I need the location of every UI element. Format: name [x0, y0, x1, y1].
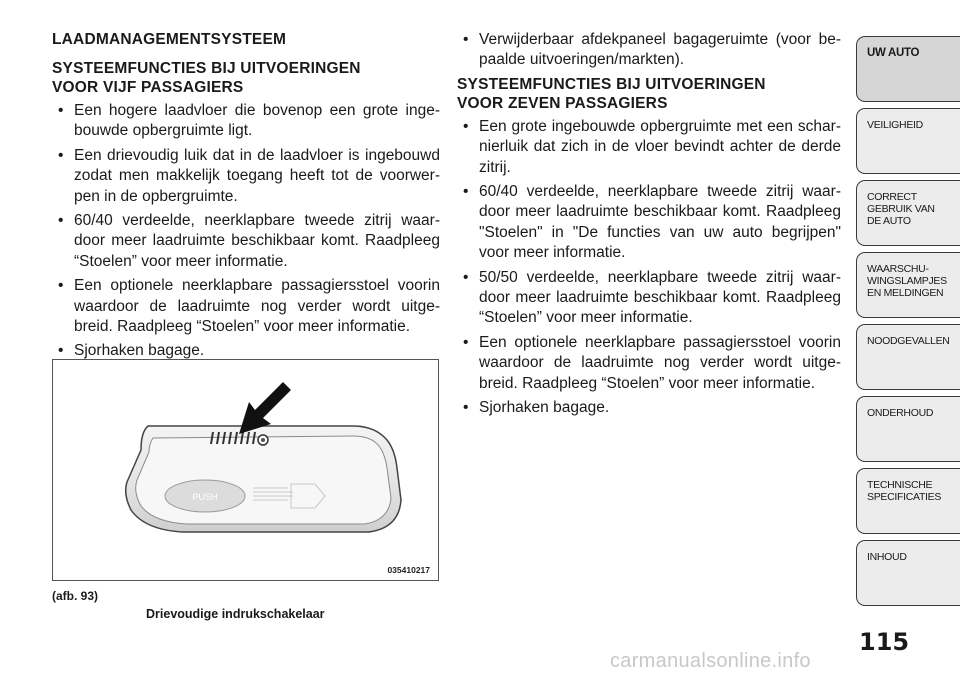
five-seat-feature-list [52, 101, 440, 362]
left-column [52, 30, 440, 366]
section-heading: LAADMANAGEMENTSYSTEEM [52, 31, 287, 48]
switch-illustration [52, 359, 439, 581]
list-item: • Sjorhaken bagage. [457, 398, 841, 418]
list-item: • Sjorhaken bagage. [52, 341, 440, 361]
list-item: • Een grote ingebouwde opbergruimte met een schar- nierluik dat zich in de vloer bevindt achter de derde zitrij. [457, 117, 841, 178]
tab-label: INHOUD [867, 551, 907, 563]
figure-code: 035410217 [387, 565, 430, 575]
switch-face [136, 436, 391, 524]
tab-correct-gebruik[interactable] [856, 180, 960, 246]
list-item: • Een optionele neerklapbare passagiersstoel voorin waardoor de laadruimte nog verder wordt uitge- breid. Raadpleeg “Stoelen” voor meer informatie. [457, 333, 841, 394]
push-label: PUSH [192, 492, 218, 502]
tab-veiligheid[interactable] [856, 108, 960, 174]
list-item: • 50/50 verdeelde, neerklapbare tweede zitrij waar- door meer laadruimte beschikbaar komt. Raadpleeg “Stoelen” voor meer informatie. [457, 268, 841, 329]
tab-label: UW AUTO [867, 47, 920, 59]
watermark: carmanualsonline.info [610, 650, 811, 672]
tab-label: TECHNISCHE SPECIFICATIES [867, 479, 942, 503]
figure-caption: Drievoudige indrukschakelaar [146, 607, 325, 621]
tab-technische-specificaties[interactable] [856, 468, 960, 534]
figure-reference: (afb. 93) [52, 589, 99, 603]
list-item: • Een drievoudig luik dat in de laadvloer is ingebouwd zodat men makkelijk toegang heeft tot de voorwer- pen in de opbergruimte. [52, 146, 440, 207]
list-item: • Verwijderbaar afdekpaneel bagageruimte (voor be- paalde uitvoeringen/markten). [457, 30, 841, 71]
right-column [457, 30, 841, 423]
tab-label: WAARSCHU- WINGSLAMPJES EN MELDINGEN [867, 263, 947, 299]
tab-label: NOODGEVALLEN [867, 335, 950, 347]
five-seat-heading-line2: VOOR VIJF PASSAGIERS [52, 79, 244, 96]
tab-waarschuwingslampjes[interactable] [856, 252, 960, 318]
list-item: • Een hogere laadvloer die bovenop een grote inge- bouwde opbergruimte ligt. [52, 101, 440, 142]
tab-noodgevallen[interactable] [856, 324, 960, 390]
tab-inhoud[interactable] [856, 540, 960, 606]
tab-uw-auto[interactable] [856, 36, 960, 102]
chapter-tabs [856, 0, 960, 678]
cover-panel-list [457, 30, 841, 71]
five-seat-heading [52, 59, 440, 97]
tab-label: CORRECT GEBRUIK VAN DE AUTO [867, 191, 935, 227]
seven-seat-heading [457, 75, 841, 113]
seven-seat-feature-list [457, 117, 841, 419]
tab-label: ONDERHOUD [867, 407, 934, 419]
page-number: 115 [859, 628, 910, 656]
list-item: • 60/40 verdeelde, neerklapbare tweede zitrij waar- door meer laadruimte beschikbaar komt. Raadpleeg "Stoelen" in "De functies van uw auto begrijpen" voor meer informatie. [457, 182, 841, 264]
list-item: • 60/40 verdeelde, neerklapbare tweede zitrij waar- door meer laadruimte beschikbaar komt. Raadpleeg “Stoelen” voor meer informatie. [52, 211, 440, 272]
tab-onderhoud[interactable] [856, 396, 960, 462]
list-item: • Een optionele neerklapbare passagiersstoel voorin waardoor de laadruimte nog verder wordt uitge- breid. Raadpleeg “Stoelen” voor meer informatie. [52, 276, 440, 337]
tab-label: VEILIGHEID [867, 119, 923, 131]
seven-seat-heading-line2: VOOR ZEVEN PASSAGIERS [457, 94, 668, 112]
seven-seat-heading-line1: SYSTEEMFUNCTIES BIJ UITVOERINGEN [457, 75, 766, 93]
five-seat-heading-line1: SYSTEEMFUNCTIES BIJ UITVOERINGEN [52, 60, 361, 77]
switch-drawing [53, 360, 438, 580]
